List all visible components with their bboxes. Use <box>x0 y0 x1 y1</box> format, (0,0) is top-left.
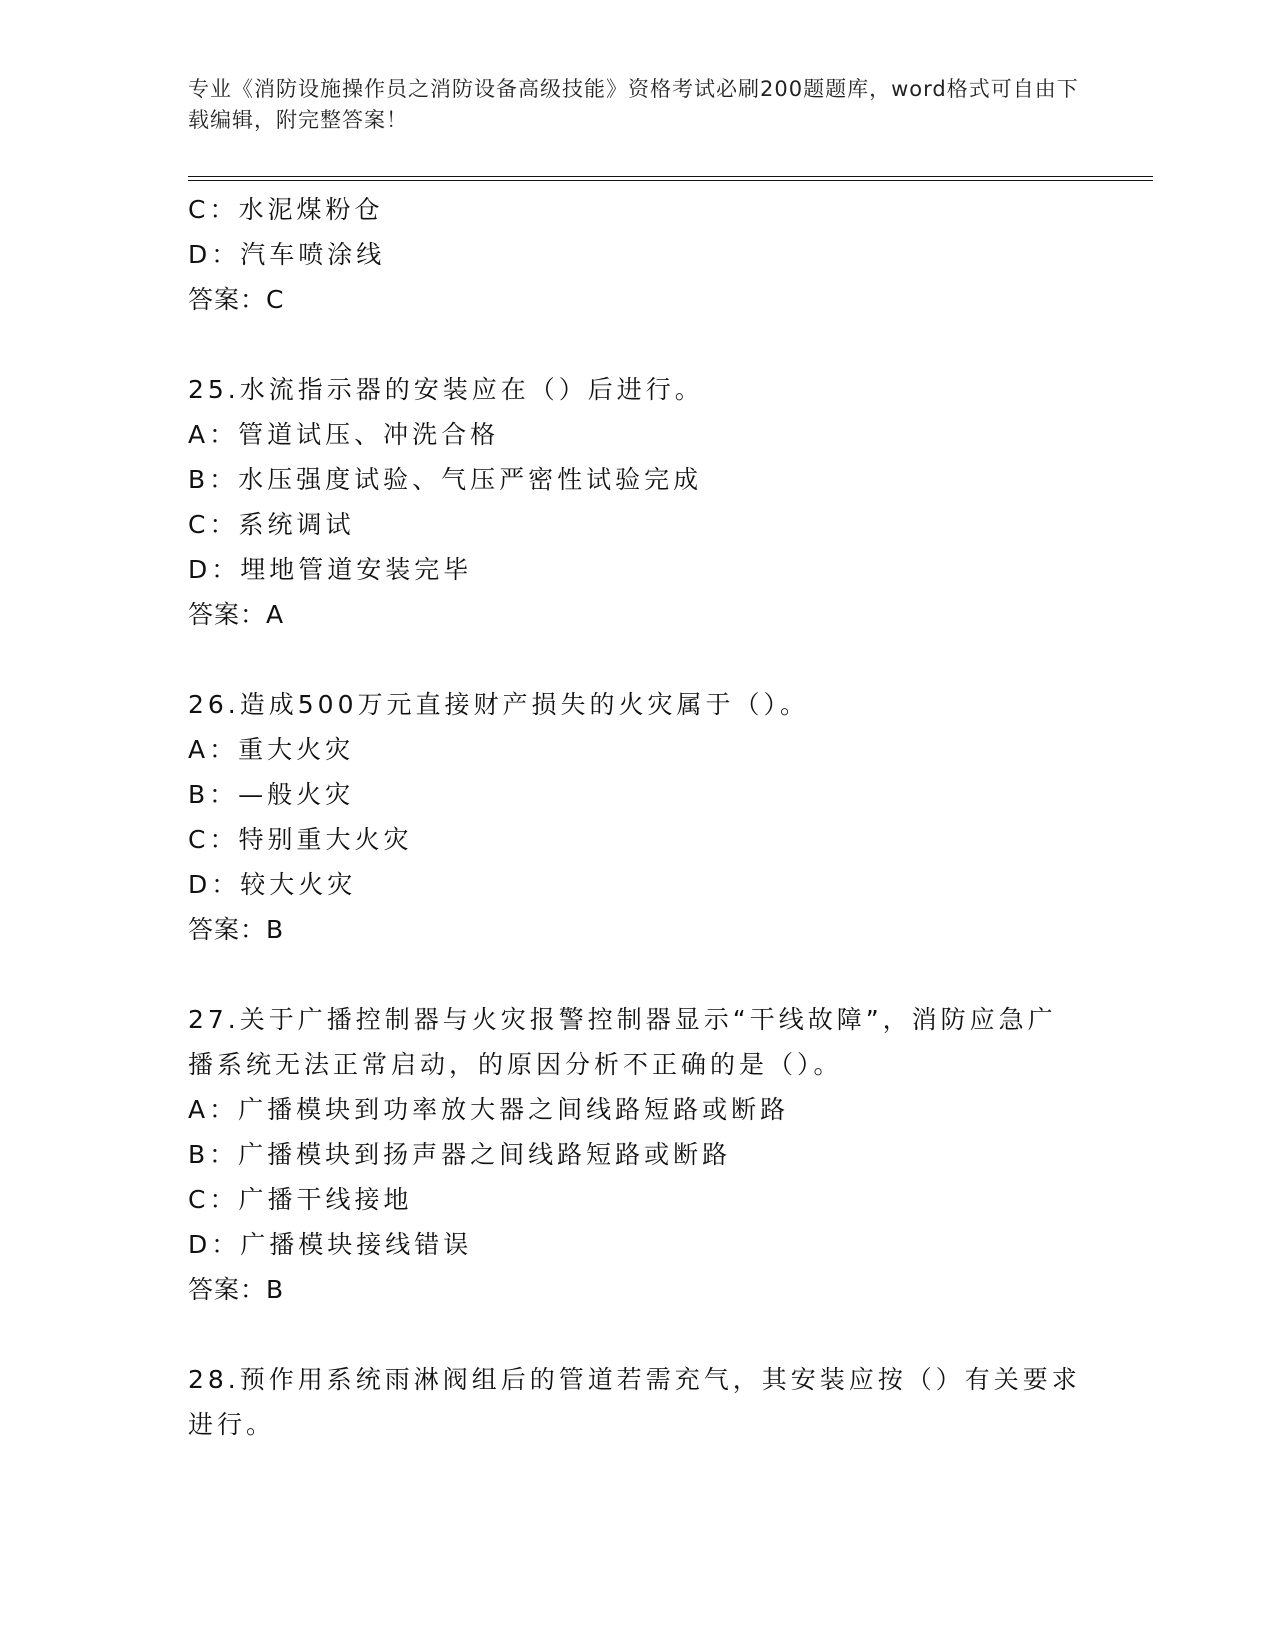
answer-label: 答案：A <box>188 600 285 629</box>
option-b: B：—般火灾 <box>188 780 355 809</box>
question-stem: 27.关于广播控制器与火灾报警控制器显示“干线故障”，消防应急广 <box>188 1005 1057 1034</box>
option-c: C：特别重大火灾 <box>188 825 413 854</box>
option-c: C：系统调试 <box>188 510 355 539</box>
header-divider-bottom <box>188 180 1153 181</box>
option-a: A：重大火灾 <box>188 735 355 764</box>
document-header: 专业《消防设施操作员之消防设备高级技能》资格考试必刷200题题库，word格式可自由下载编辑，附完整答案！ <box>188 77 1079 132</box>
question-stem: 26.造成500万元直接财产损失的火灾属于（）。 <box>188 690 809 719</box>
answer-label: 答案：B <box>188 1275 285 1304</box>
option-c: C：水泥煤粉仓 <box>188 195 384 224</box>
option-d: D：较大火灾 <box>188 870 357 899</box>
question-stem: 28.预作用系统雨淋阀组后的管道若需充气，其安装应按（）有关要求 <box>188 1365 1081 1394</box>
option-a: A：管道试压、冲洗合格 <box>188 420 500 449</box>
option-b: B：广播模块到扬声器之间线路短路或断路 <box>188 1140 732 1169</box>
option-d: D：埋地管道安装完毕 <box>188 555 473 584</box>
option-b: B：水压强度试验、气压严密性试验完成 <box>188 465 703 494</box>
answer-label: 答案：B <box>188 915 285 944</box>
answer-label: 答案：C <box>188 285 285 314</box>
header-divider-top <box>188 176 1153 177</box>
option-c: C：广播干线接地 <box>188 1185 413 1214</box>
question-stem: 25.水流指示器的安装应在（）后进行。 <box>188 375 704 404</box>
question-stem-continued: 播系统无法正常启动，的原因分析不正确的是（）。 <box>188 1050 843 1079</box>
question-stem-continued: 进行。 <box>188 1410 276 1439</box>
option-d: D：广播模块接线错误 <box>188 1230 473 1259</box>
option-a: A：广播模块到功率放大器之间线路短路或断路 <box>188 1095 790 1124</box>
option-d: D：汽车喷涂线 <box>188 240 386 269</box>
